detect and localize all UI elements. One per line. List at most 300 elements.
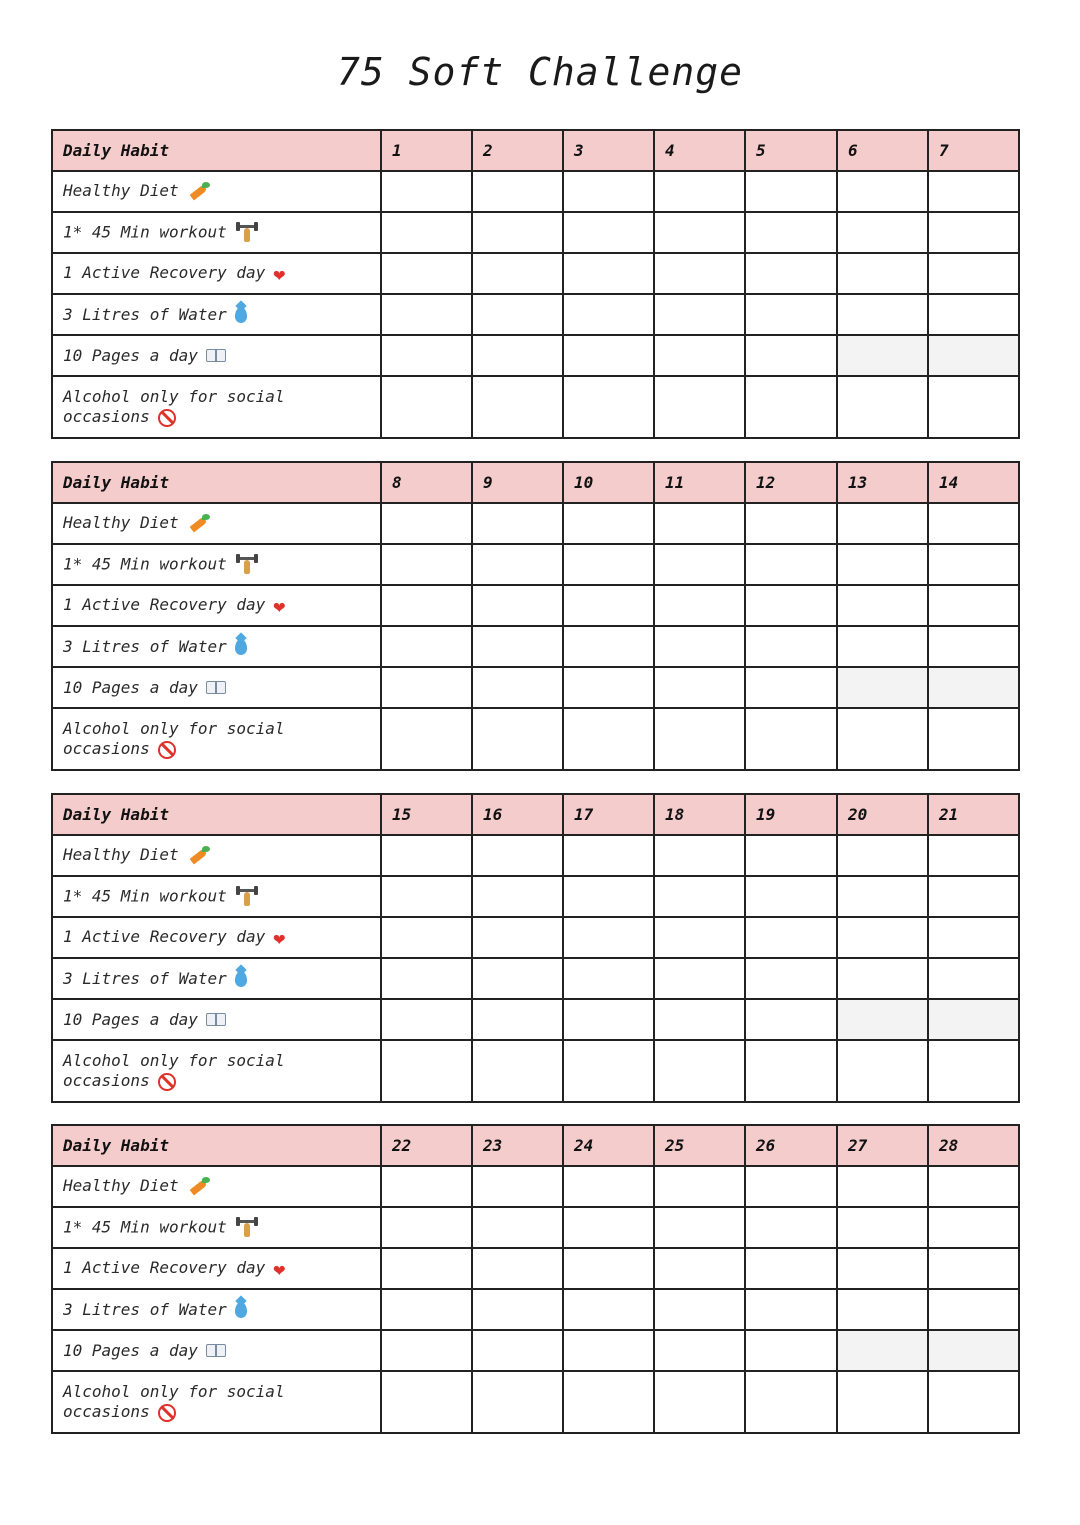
checkbox-cell[interactable] — [563, 1371, 654, 1433]
daily-habit-header: Daily Habit — [52, 462, 381, 503]
checkbox-cell[interactable] — [381, 999, 472, 1040]
checkbox-cell[interactable] — [928, 835, 1019, 876]
checkbox-cell[interactable] — [928, 1330, 1019, 1371]
checkbox-cell[interactable] — [654, 958, 745, 999]
habit-row — [52, 585, 1019, 626]
checkbox-cell[interactable] — [381, 876, 472, 917]
day-header: 4 — [654, 130, 745, 171]
day-header: 24 — [563, 1125, 654, 1166]
checkbox-cell[interactable] — [381, 294, 472, 335]
heart-icon: ❤ — [273, 593, 286, 618]
checkbox-cell[interactable] — [381, 1330, 472, 1371]
checkbox-cell[interactable] — [654, 1289, 745, 1330]
checkbox-cell[interactable] — [654, 212, 745, 253]
checkbox-cell[interactable] — [472, 708, 563, 770]
checkbox-cell[interactable] — [563, 1330, 654, 1371]
checkbox-cell[interactable] — [563, 917, 654, 958]
habit-label: 10 Pages a day — [63, 345, 198, 365]
day-header: 18 — [654, 794, 745, 835]
checkbox-cell[interactable] — [563, 626, 654, 667]
checkbox-cell[interactable] — [472, 294, 563, 335]
prohibited-icon — [158, 741, 176, 759]
checkbox-cell[interactable] — [472, 1289, 563, 1330]
week-table-4 — [51, 1124, 1020, 1434]
checkbox-cell[interactable] — [928, 544, 1019, 585]
checkbox-cell[interactable] — [745, 294, 837, 335]
habit-name-cell — [52, 294, 381, 335]
habit-name-cell — [52, 667, 381, 708]
habit-row — [52, 1289, 1019, 1330]
habit-row — [52, 667, 1019, 708]
checkbox-cell[interactable] — [745, 835, 837, 876]
daily-habit-header: Daily Habit — [52, 794, 381, 835]
checkbox-cell[interactable] — [381, 585, 472, 626]
day-header: 28 — [928, 1125, 1019, 1166]
checkbox-cell[interactable] — [472, 1166, 563, 1207]
checkbox-cell[interactable] — [563, 294, 654, 335]
habit-label: 1 Active Recovery day — [63, 595, 266, 615]
open-book-icon — [206, 681, 228, 695]
day-header: 2 — [472, 130, 563, 171]
checkbox-cell[interactable] — [472, 1330, 563, 1371]
checkbox-cell[interactable] — [563, 1248, 654, 1289]
checkbox-cell[interactable] — [654, 876, 745, 917]
checkbox-cell[interactable] — [745, 1371, 837, 1433]
checkbox-cell[interactable] — [928, 212, 1019, 253]
checkbox-cell[interactable] — [654, 626, 745, 667]
checkbox-cell[interactable] — [381, 1371, 472, 1433]
day-header: 3 — [563, 130, 654, 171]
checkbox-cell[interactable] — [837, 1371, 928, 1433]
habit-label: Alcohol only for social occasions — [63, 1382, 285, 1421]
checkbox-cell[interactable] — [928, 958, 1019, 999]
prohibited-icon — [158, 409, 176, 427]
checkbox-cell[interactable] — [837, 1040, 928, 1102]
habit-label: 10 Pages a day — [63, 1340, 198, 1360]
checkbox-cell[interactable] — [381, 253, 472, 294]
checkbox-cell[interactable] — [654, 376, 745, 438]
habit-label: 1* 45 Min workout — [63, 1217, 227, 1236]
checkbox-cell[interactable] — [928, 626, 1019, 667]
droplet-icon — [235, 1302, 247, 1318]
weightlifter-icon — [235, 222, 259, 244]
checkbox-cell[interactable] — [563, 835, 654, 876]
checkbox-cell[interactable] — [472, 544, 563, 585]
habit-label: 10 Pages a day — [63, 1009, 198, 1029]
checkbox-cell[interactable] — [381, 1289, 472, 1330]
checkbox-cell[interactable] — [654, 708, 745, 770]
checkbox-cell[interactable] — [381, 171, 472, 212]
habit-name-cell — [52, 1330, 381, 1371]
checkbox-cell[interactable] — [563, 376, 654, 438]
checkbox-cell[interactable] — [472, 376, 563, 438]
day-header: 26 — [745, 1125, 837, 1166]
checkbox-cell[interactable] — [837, 1330, 928, 1371]
checkbox-cell[interactable] — [654, 999, 745, 1040]
checkbox-cell[interactable] — [928, 1166, 1019, 1207]
checkbox-cell[interactable] — [928, 667, 1019, 708]
checkbox-cell[interactable] — [837, 212, 928, 253]
checkbox-cell[interactable] — [837, 1248, 928, 1289]
heart-icon: ❤ — [273, 261, 286, 286]
checkbox-cell[interactable] — [745, 958, 837, 999]
carrot-icon — [187, 846, 211, 866]
day-header: 6 — [837, 130, 928, 171]
prohibited-icon — [158, 1404, 176, 1422]
droplet-icon — [235, 971, 247, 987]
habit-row — [52, 876, 1019, 917]
habit-label: 10 Pages a day — [63, 677, 198, 697]
checkbox-cell[interactable] — [745, 1040, 837, 1102]
habit-row — [52, 335, 1019, 376]
habit-name-cell — [52, 335, 381, 376]
day-header: 14 — [928, 462, 1019, 503]
checkbox-cell[interactable] — [745, 917, 837, 958]
day-header: 21 — [928, 794, 1019, 835]
checkbox-cell[interactable] — [654, 1330, 745, 1371]
habit-name-cell — [52, 626, 381, 667]
habit-name-cell — [52, 212, 381, 253]
day-header: 8 — [381, 462, 472, 503]
day-header: 16 — [472, 794, 563, 835]
checkbox-cell[interactable] — [381, 917, 472, 958]
checkbox-cell[interactable] — [472, 1371, 563, 1433]
checkbox-cell[interactable] — [928, 294, 1019, 335]
habit-row — [52, 376, 1019, 438]
checkbox-cell[interactable] — [381, 708, 472, 770]
day-header: 23 — [472, 1125, 563, 1166]
habit-name-cell — [52, 876, 381, 917]
checkbox-cell[interactable] — [472, 1207, 563, 1248]
prohibited-icon — [158, 1073, 176, 1091]
checkbox-cell[interactable] — [745, 626, 837, 667]
checkbox-cell[interactable] — [654, 585, 745, 626]
habit-row — [52, 917, 1019, 958]
habit-label: Healthy Diet — [63, 845, 179, 865]
checkbox-cell[interactable] — [837, 1207, 928, 1248]
habit-row — [52, 1166, 1019, 1207]
header-row — [52, 794, 1019, 835]
heart-icon: ❤ — [273, 1256, 286, 1281]
checkbox-cell[interactable] — [472, 503, 563, 544]
day-header: 10 — [563, 462, 654, 503]
weightlifter-icon — [235, 886, 259, 908]
checkbox-cell[interactable] — [472, 917, 563, 958]
checkbox-cell[interactable] — [654, 667, 745, 708]
day-header: 22 — [381, 1125, 472, 1166]
habit-label: 1* 45 Min workout — [63, 222, 227, 241]
checkbox-cell[interactable] — [928, 253, 1019, 294]
checkbox-cell[interactable] — [654, 1207, 745, 1248]
checkbox-cell[interactable] — [654, 1248, 745, 1289]
checkbox-cell[interactable] — [381, 626, 472, 667]
checkbox-cell[interactable] — [563, 544, 654, 585]
habit-row — [52, 294, 1019, 335]
habit-label: Alcohol only for social occasions — [63, 1051, 285, 1090]
checkbox-cell[interactable] — [745, 1289, 837, 1330]
checkbox-cell[interactable] — [563, 958, 654, 999]
checkbox-cell[interactable] — [563, 999, 654, 1040]
checkbox-cell[interactable] — [928, 917, 1019, 958]
habit-name-cell — [52, 835, 381, 876]
header-row — [52, 462, 1019, 503]
day-header: 27 — [837, 1125, 928, 1166]
checkbox-cell[interactable] — [472, 335, 563, 376]
habit-name-cell — [52, 1166, 381, 1207]
checkbox-cell[interactable] — [472, 585, 563, 626]
checkbox-cell[interactable] — [654, 171, 745, 212]
checkbox-cell[interactable] — [837, 171, 928, 212]
checkbox-cell[interactable] — [745, 376, 837, 438]
habit-row — [52, 999, 1019, 1040]
open-book-icon — [206, 1344, 228, 1358]
checkbox-cell[interactable] — [563, 212, 654, 253]
checkbox-cell[interactable] — [837, 1166, 928, 1207]
day-header: 25 — [654, 1125, 745, 1166]
habit-name-cell — [52, 544, 381, 585]
checkbox-cell[interactable] — [563, 1289, 654, 1330]
checkbox-cell[interactable] — [745, 1166, 837, 1207]
habit-label: Healthy Diet — [63, 181, 179, 201]
checkbox-cell[interactable] — [745, 708, 837, 770]
habit-label: 1 Active Recovery day — [63, 1258, 266, 1278]
checkbox-cell[interactable] — [745, 999, 837, 1040]
checkbox-cell[interactable] — [837, 999, 928, 1040]
habit-label: 3 Litres of Water — [63, 304, 227, 324]
checkbox-cell[interactable] — [381, 1248, 472, 1289]
checkbox-cell[interactable] — [745, 335, 837, 376]
checkbox-cell[interactable] — [654, 835, 745, 876]
checkbox-cell[interactable] — [837, 544, 928, 585]
droplet-icon — [235, 639, 247, 655]
checkbox-cell[interactable] — [472, 999, 563, 1040]
habit-label: 3 Litres of Water — [63, 1299, 227, 1319]
checkbox-cell[interactable] — [837, 708, 928, 770]
checkbox-cell[interactable] — [745, 1330, 837, 1371]
checkbox-cell[interactable] — [654, 1371, 745, 1433]
checkbox-cell[interactable] — [654, 253, 745, 294]
checkbox-cell[interactable] — [837, 667, 928, 708]
habit-label: 1 Active Recovery day — [63, 927, 266, 947]
habit-row — [52, 1207, 1019, 1248]
checkbox-cell[interactable] — [472, 212, 563, 253]
checkbox-cell[interactable] — [654, 503, 745, 544]
checkbox-cell[interactable] — [563, 667, 654, 708]
checkbox-cell[interactable] — [472, 626, 563, 667]
day-header: 15 — [381, 794, 472, 835]
habit-label: Alcohol only for social occasions — [63, 719, 285, 758]
checkbox-cell[interactable] — [472, 171, 563, 212]
checkbox-cell[interactable] — [837, 958, 928, 999]
habit-name-cell — [52, 1289, 381, 1330]
checkbox-cell[interactable] — [928, 999, 1019, 1040]
checkbox-cell[interactable] — [928, 1040, 1019, 1102]
habit-row — [52, 1248, 1019, 1289]
day-header: 9 — [472, 462, 563, 503]
checkbox-cell[interactable] — [928, 1248, 1019, 1289]
checkbox-cell[interactable] — [472, 1248, 563, 1289]
daily-habit-header: Daily Habit — [52, 130, 381, 171]
droplet-icon — [235, 307, 247, 323]
checkbox-cell[interactable] — [381, 1207, 472, 1248]
habit-row — [52, 626, 1019, 667]
habit-name-cell — [52, 1040, 381, 1102]
checkbox-cell[interactable] — [654, 1040, 745, 1102]
day-header: 20 — [837, 794, 928, 835]
checkbox-cell[interactable] — [745, 212, 837, 253]
habit-row — [52, 835, 1019, 876]
habit-name-cell — [52, 999, 381, 1040]
checkbox-cell[interactable] — [837, 585, 928, 626]
habit-label: 1 Active Recovery day — [63, 263, 266, 283]
checkbox-cell[interactable] — [654, 1166, 745, 1207]
habit-label: 3 Litres of Water — [63, 636, 227, 656]
heart-icon: ❤ — [273, 925, 286, 950]
checkbox-cell[interactable] — [563, 1040, 654, 1102]
checkbox-cell[interactable] — [745, 876, 837, 917]
checkbox-cell[interactable] — [381, 835, 472, 876]
weightlifter-icon — [235, 554, 259, 576]
habit-name-cell — [52, 1371, 381, 1433]
habit-name-cell — [52, 253, 381, 294]
checkbox-cell[interactable] — [745, 544, 837, 585]
checkbox-cell[interactable] — [381, 212, 472, 253]
checkbox-cell[interactable] — [381, 376, 472, 438]
habit-row — [52, 1371, 1019, 1433]
open-book-icon — [206, 349, 228, 363]
checkbox-cell[interactable] — [563, 708, 654, 770]
checkbox-cell[interactable] — [654, 335, 745, 376]
checkbox-cell[interactable] — [837, 626, 928, 667]
habit-name-cell — [52, 1207, 381, 1248]
header-row — [52, 1125, 1019, 1166]
week-table-3 — [51, 793, 1020, 1103]
checkbox-cell[interactable] — [381, 1166, 472, 1207]
checkbox-cell[interactable] — [837, 253, 928, 294]
day-header: 13 — [837, 462, 928, 503]
checkbox-cell[interactable] — [654, 544, 745, 585]
checkbox-cell[interactable] — [837, 917, 928, 958]
carrot-icon — [187, 1177, 211, 1197]
checkbox-cell[interactable] — [563, 1207, 654, 1248]
checkbox-cell[interactable] — [563, 585, 654, 626]
checkbox-cell[interactable] — [928, 376, 1019, 438]
open-book-icon — [206, 1013, 228, 1027]
checkbox-cell[interactable] — [837, 294, 928, 335]
weightlifter-icon — [235, 1217, 259, 1239]
checkbox-cell[interactable] — [745, 171, 837, 212]
day-header: 12 — [745, 462, 837, 503]
checkbox-cell[interactable] — [928, 876, 1019, 917]
habit-label: Healthy Diet — [63, 513, 179, 533]
checkbox-cell[interactable] — [745, 1207, 837, 1248]
habit-row — [52, 212, 1019, 253]
habit-row — [52, 544, 1019, 585]
checkbox-cell[interactable] — [381, 667, 472, 708]
checkbox-cell[interactable] — [381, 503, 472, 544]
checkbox-cell[interactable] — [654, 294, 745, 335]
habit-row — [52, 1040, 1019, 1102]
checkbox-cell[interactable] — [381, 544, 472, 585]
habit-label: Alcohol only for social occasions — [63, 387, 285, 426]
habit-row — [52, 171, 1019, 212]
checkbox-cell[interactable] — [928, 1289, 1019, 1330]
daily-habit-header: Daily Habit — [52, 1125, 381, 1166]
habit-name-cell — [52, 1248, 381, 1289]
week-table-1 — [51, 129, 1020, 439]
day-header: 7 — [928, 130, 1019, 171]
checkbox-cell[interactable] — [563, 335, 654, 376]
page-title: 75 Soft Challenge — [337, 50, 743, 94]
carrot-icon — [187, 182, 211, 202]
day-header: 19 — [745, 794, 837, 835]
checkbox-cell[interactable] — [381, 335, 472, 376]
habit-name-cell — [52, 917, 381, 958]
checkbox-cell[interactable] — [745, 1248, 837, 1289]
checkbox-cell[interactable] — [563, 253, 654, 294]
day-header: 1 — [381, 130, 472, 171]
day-header: 5 — [745, 130, 837, 171]
day-header: 17 — [563, 794, 654, 835]
checkbox-cell[interactable] — [928, 335, 1019, 376]
habit-name-cell — [52, 376, 381, 438]
checkbox-cell[interactable] — [472, 253, 563, 294]
habit-name-cell — [52, 708, 381, 770]
habit-row — [52, 958, 1019, 999]
checkbox-cell[interactable] — [837, 335, 928, 376]
checkbox-cell[interactable] — [928, 1371, 1019, 1433]
checkbox-cell[interactable] — [928, 503, 1019, 544]
checkbox-cell[interactable] — [563, 503, 654, 544]
checkbox-cell[interactable] — [472, 835, 563, 876]
checkbox-cell[interactable] — [928, 585, 1019, 626]
checkbox-cell[interactable] — [837, 376, 928, 438]
day-header: 11 — [654, 462, 745, 503]
habit-row — [52, 503, 1019, 544]
habit-name-cell — [52, 585, 381, 626]
checkbox-cell[interactable] — [563, 1166, 654, 1207]
checkbox-cell[interactable] — [928, 171, 1019, 212]
checkbox-cell[interactable] — [563, 171, 654, 212]
carrot-icon — [187, 514, 211, 534]
checkbox-cell[interactable] — [745, 585, 837, 626]
checkbox-cell[interactable] — [837, 503, 928, 544]
checkbox-cell[interactable] — [837, 1289, 928, 1330]
checkbox-cell[interactable] — [837, 876, 928, 917]
habit-label: 1* 45 Min workout — [63, 886, 227, 905]
checkbox-cell[interactable] — [928, 708, 1019, 770]
checkbox-cell[interactable] — [654, 917, 745, 958]
checkbox-cell[interactable] — [472, 876, 563, 917]
week-table-2 — [51, 461, 1020, 771]
checkbox-cell[interactable] — [563, 876, 654, 917]
checkbox-cell[interactable] — [928, 1207, 1019, 1248]
checkbox-cell[interactable] — [472, 1040, 563, 1102]
checkbox-cell[interactable] — [745, 253, 837, 294]
checkbox-cell[interactable] — [381, 1040, 472, 1102]
habit-row — [52, 253, 1019, 294]
checkbox-cell[interactable] — [745, 503, 837, 544]
habit-row — [52, 1330, 1019, 1371]
checkbox-cell[interactable] — [381, 958, 472, 999]
checkbox-cell[interactable] — [837, 835, 928, 876]
checkbox-cell[interactable] — [745, 667, 837, 708]
checkbox-cell[interactable] — [472, 667, 563, 708]
checkbox-cell[interactable] — [472, 958, 563, 999]
habit-name-cell — [52, 503, 381, 544]
habit-name-cell — [52, 171, 381, 212]
habit-label: Healthy Diet — [63, 1176, 179, 1196]
